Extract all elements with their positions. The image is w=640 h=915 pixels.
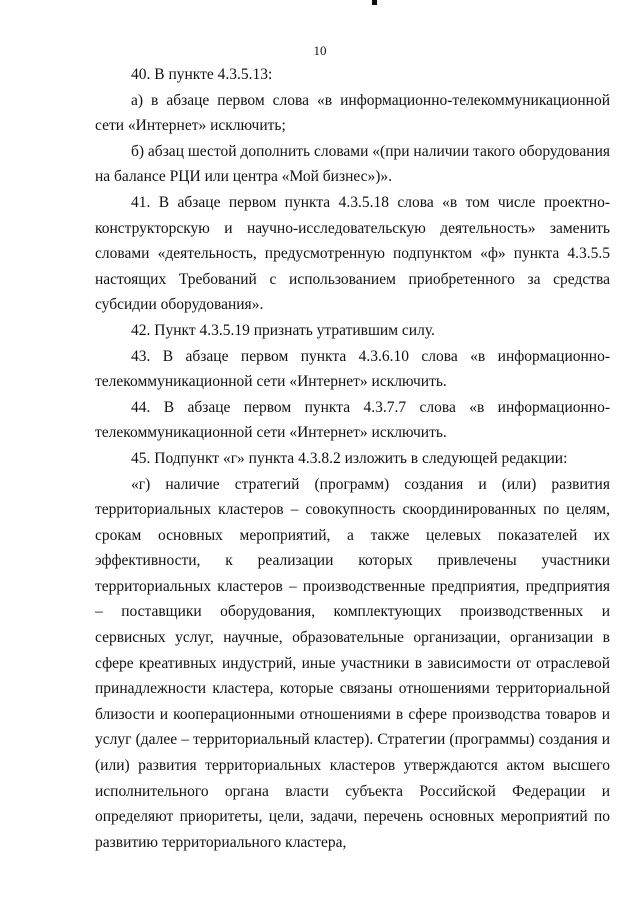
paragraph-40: 40. В пункте 4.3.5.13: bbox=[131, 66, 273, 83]
paragraph-40b: б) абзац шестой дополнить словами «(при наличии такого оборудования на балансе РЦИ или центра «Мой бизнес»)». bbox=[95, 142, 611, 186]
paragraph-41: 41. В абзаце первом пункта 4.3.5.18 слова «в том числе проектно-конструкторскую и научно-исследовательскую деятельность» заменить словами «деятельность, предусмотренную подпунктом «ф» пункта 4.3.5.5 настоящих Требований с использованием приобретенного за средства субсидии оборудования». bbox=[95, 193, 610, 314]
paragraph-45: 45. Подпункт «г» пункта 4.3.8.2 изложить в следующей редакции: bbox=[131, 449, 568, 467]
scan-mark bbox=[372, 0, 377, 5]
paragraph-44: 44. В абзаце первом пункта 4.3.7.7 слова «в информационно-телекоммуникационной сети «Интернет» исключить. bbox=[95, 398, 610, 442]
paragraph-45g: «г) наличие стратегий (программ) создания и (или) развития территориальных кластеров – совокупность скоординированных по целям, срокам основных мероприятий, а также целевых показателей их эффективности, к реализации которых привлечены участники территориальных кластеров – производственные предприятия, предприятия – поставщики оборудования, комплектующих производственных и сервисных услуг, научные, образовательные организации, организации в сфере креативных индустрий, иные участники в зависимости от отраслевой принадлежности кластера, которые связаны отношениями территориальной близости и кооперационными отношениями в сфере производства товаров и услуг (далее – территориальный кластер). Стратегии (программы) создания и (или) развития территориальных кластеров утверждаются актом высшего исполнительного органа власти субъекта Российской Федерации и определяют приоритеты, цели, задачи, перечень основных мероприятий по развитию территориального кластера, bbox=[95, 475, 610, 851]
page-number: 10 bbox=[313, 43, 327, 58]
paragraph-43: 43. В абзаце первом пункта 4.3.6.10 слова «в информационно-телекоммуникационной сети «Интернет» исключить. bbox=[95, 347, 610, 391]
paragraph-40a: а) в абзаце первом слова «в информационно-телекоммуникационной сети «Интернет» исключить; bbox=[95, 91, 610, 135]
document-body bbox=[95, 62, 610, 855]
paragraph-42: 42. Пункт 4.3.5.19 признать утратившим силу. bbox=[131, 321, 435, 339]
